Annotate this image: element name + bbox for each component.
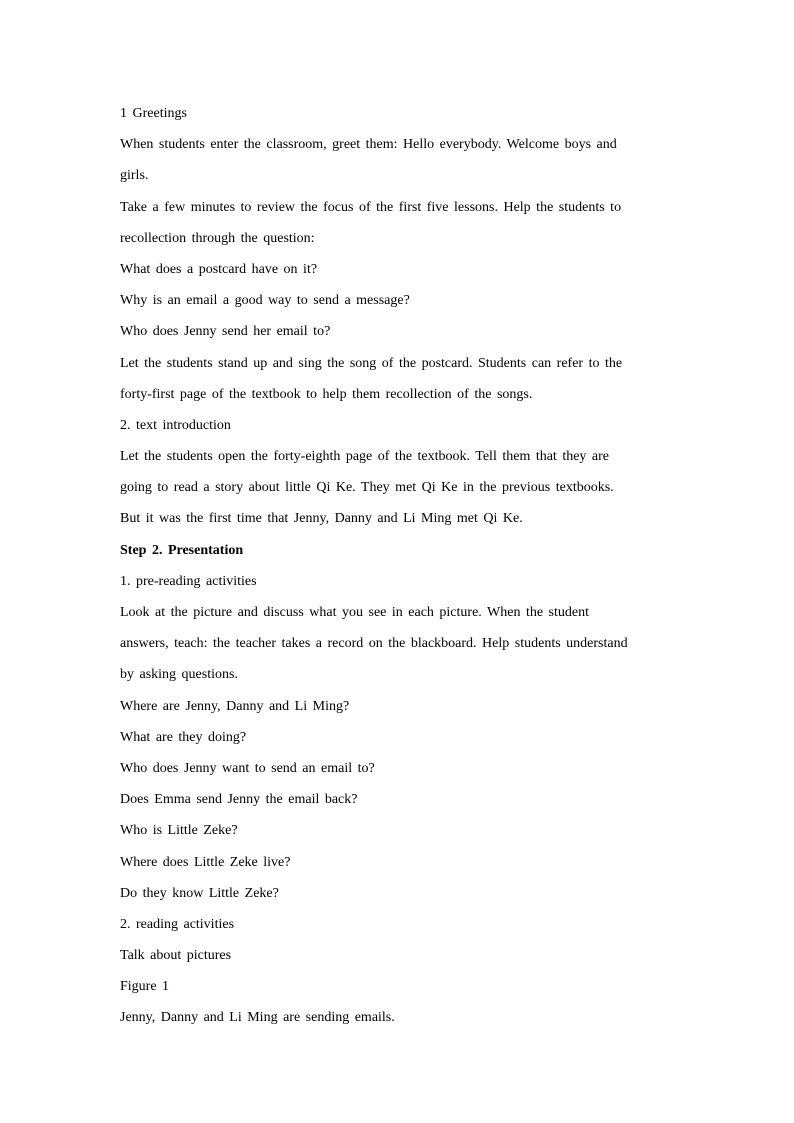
paragraph-line: forty-first page of the textbook to help them recollection of the songs. bbox=[120, 386, 533, 402]
question-line: Where does Little Zeke live? bbox=[120, 854, 291, 870]
paragraph-line: Look at the picture and discuss what you see in each picture. When the student bbox=[120, 605, 589, 620]
question-line: Who is Little Zeke? bbox=[120, 823, 238, 839]
question-line: Who does Jenny want to send an email to? bbox=[120, 760, 375, 776]
question-line: What are they doing? bbox=[120, 729, 247, 745]
paragraph-line: recollection through the question: bbox=[120, 230, 315, 246]
paragraph-line: Take a few minutes to review the focus of the first five lessons. Help the students to bbox=[120, 199, 622, 215]
paragraph-line: answers, teach: the teacher takes a record on the blackboard. Help students understand bbox=[120, 636, 628, 652]
section-heading-pre-reading: 1. pre-reading activities bbox=[120, 573, 257, 589]
paragraph-line: Let the students open the forty-eighth page of the textbook. Tell them that they are bbox=[120, 449, 610, 465]
question-line: Where are Jenny, Danny and Li Ming? bbox=[120, 698, 350, 714]
question-line: Does Emma send Jenny the email back? bbox=[120, 792, 358, 808]
step-heading-presentation: Step 2. Presentation bbox=[120, 542, 244, 558]
paragraph-line: Talk about pictures bbox=[120, 948, 232, 964]
section-heading-reading: 2. reading activities bbox=[120, 916, 235, 932]
question-line: Why is an email a good way to send a message? bbox=[120, 293, 410, 309]
paragraph-line: by asking questions. bbox=[120, 667, 238, 683]
paragraph-line: going to read a story about little Qi Ke. They met Qi Ke in the previous textbooks. bbox=[120, 480, 614, 496]
section-heading-text-introduction: 2. text introduction bbox=[120, 417, 231, 433]
figure-label: Figure 1 bbox=[120, 979, 170, 995]
question-line: What does a postcard have on it? bbox=[120, 261, 318, 277]
paragraph-line: Jenny, Danny and Li Ming are sending emails. bbox=[120, 1010, 395, 1026]
paragraph-line: girls. bbox=[120, 168, 149, 184]
question-line: Who does Jenny send her email to? bbox=[120, 324, 331, 340]
document-body bbox=[120, 98, 680, 1034]
paragraph-line: But it was the first time that Jenny, Danny and Li Ming met Qi Ke. bbox=[120, 511, 523, 527]
question-line: Do they know Little Zeke? bbox=[120, 885, 279, 901]
section-heading-greetings: 1 Greetings bbox=[120, 106, 187, 121]
paragraph-line: When students enter the classroom, greet them: Hello everybody. Welcome boys and bbox=[120, 137, 617, 153]
paragraph-line: Let the students stand up and sing the song of the postcard. Students can refer to the bbox=[120, 355, 623, 371]
